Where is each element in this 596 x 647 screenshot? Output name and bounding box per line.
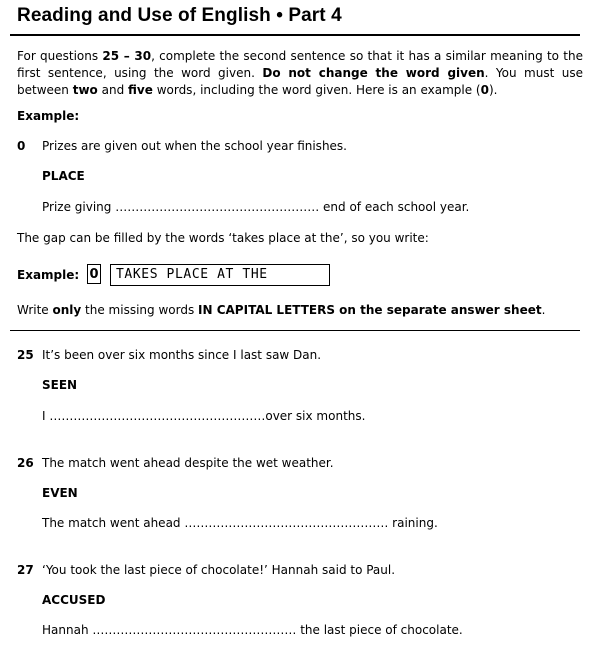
- answer-instruction: [17, 303, 545, 317]
- question-number: 26: [17, 456, 34, 470]
- intro-text: For questions: [17, 49, 103, 63]
- example-number: 0: [17, 139, 26, 153]
- question-keyword: EVEN: [42, 486, 78, 500]
- gap-suffix: over six months.: [265, 409, 366, 423]
- gap-prefix: Prize giving: [42, 200, 116, 214]
- question-gapped-sentence: [42, 516, 438, 530]
- gap-suffix: the last piece of chocolate.: [296, 623, 463, 637]
- example-keyword: PLACE: [42, 169, 85, 183]
- instruction-emphasis: IN CAPITAL LETTERS on the separate answer sheet: [198, 303, 542, 317]
- answer-box: TAKES PLACE AT THE: [110, 264, 330, 286]
- answer-example-label: Example:: [17, 268, 80, 282]
- gap-dots: ……………………………………………: [115, 200, 320, 214]
- gap-dots: ………………………………………………: [49, 409, 266, 423]
- question-number: 25: [17, 348, 34, 362]
- question-keyword: ACCUSED: [42, 593, 106, 607]
- example-sentence: Prizes are given out when the school year finishes.: [42, 139, 347, 153]
- question-sentence: It’s been over six months since I last saw Dan.: [42, 348, 322, 362]
- word-count-min: two: [72, 83, 98, 97]
- question-gapped-sentence: [42, 409, 365, 423]
- example-explanation: The gap can be filled by the words ‘takes place at the’, so you write:: [17, 231, 429, 245]
- gap-prefix: Hannah: [42, 623, 93, 637]
- instruction-text: Write: [17, 303, 53, 317]
- section-divider: [10, 330, 580, 331]
- gap-dots: ……………………………………………: [184, 516, 389, 530]
- intro-text: and: [97, 83, 129, 97]
- intro-text: ).: [488, 83, 498, 97]
- gap-suffix: end of each school year.: [319, 200, 470, 214]
- example-gapped-sentence: [42, 200, 469, 214]
- instruction-text: .: [541, 303, 546, 317]
- instruction-emphasis: only: [52, 303, 82, 317]
- instructions-paragraph: [17, 48, 583, 99]
- question-keyword: SEEN: [42, 378, 78, 392]
- gap-prefix: I: [42, 409, 50, 423]
- title-divider: [10, 34, 580, 36]
- question-sentence: The match went ahead despite the wet weather.: [42, 456, 334, 470]
- intro-text: , complete the second sentence so that it has a similar meaning to the first sentence, using the word given.: [17, 49, 583, 80]
- gap-suffix: raining.: [388, 516, 438, 530]
- intro-text: . You must use between: [17, 66, 584, 97]
- gap-dots: ……………………………………………: [92, 623, 297, 637]
- question-sentence: ‘You took the last piece of chocolate!’ Hannah said to Paul.: [42, 563, 396, 577]
- rule-emphasis: Do not change the word given: [262, 66, 485, 80]
- question-gapped-sentence: [42, 623, 463, 637]
- intro-text: words, including the word given. Here is an example (: [152, 83, 481, 97]
- word-count-max: five: [128, 83, 153, 97]
- question-number: 27: [17, 563, 34, 577]
- example-heading: Example:: [17, 109, 80, 123]
- instruction-text: the missing words: [81, 303, 199, 317]
- example-ref: 0: [480, 83, 489, 97]
- answer-number-box: 0: [87, 264, 101, 284]
- page-title: Reading and Use of English • Part 4: [17, 5, 342, 26]
- question-range: 25 – 30: [102, 49, 152, 63]
- gap-prefix: The match went ahead: [42, 516, 185, 530]
